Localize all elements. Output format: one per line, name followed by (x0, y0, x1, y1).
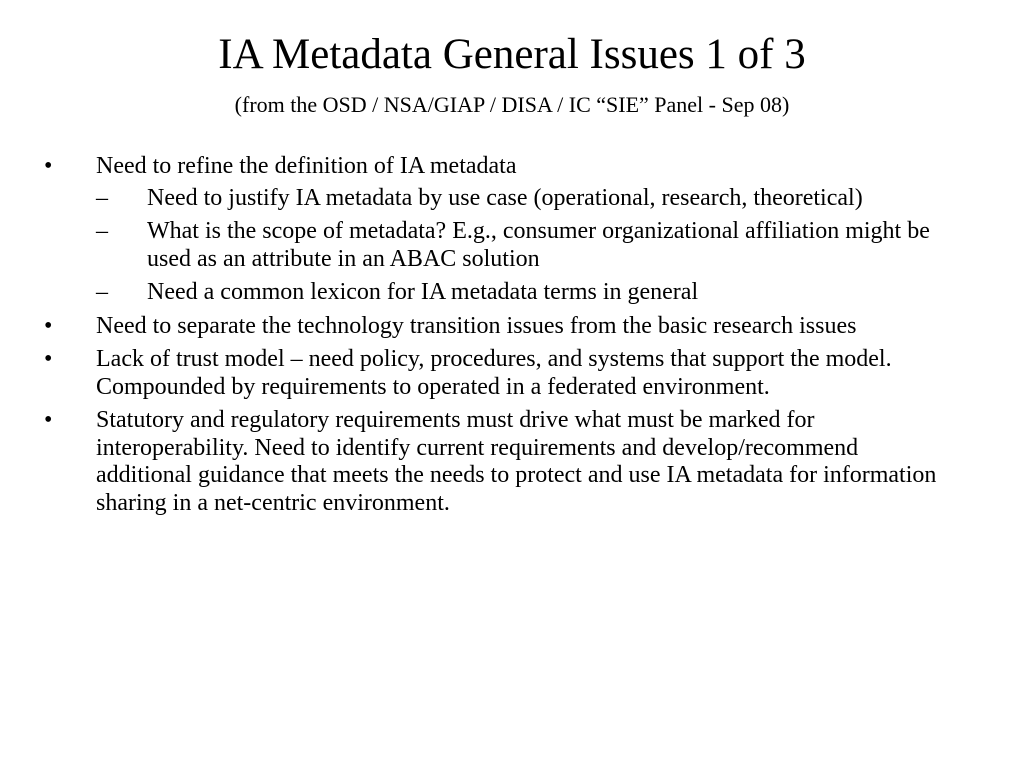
sub-bullet-item (96, 279, 940, 307)
sub-bullet-marker: – (96, 279, 108, 305)
bullet-item (40, 313, 940, 341)
slide-subtitle: (from the OSD / NSA/GIAP / DISA / IC “SIE” Panel - Sep 08) (234, 92, 790, 117)
bullet-text: Need to separate the technology transition issues from the basic research issues (96, 312, 857, 339)
bullet-marker: • (44, 346, 53, 372)
bullet-marker: • (44, 153, 53, 179)
sub-bullet-text: What is the scope of metadata? E.g., consumer organizational affiliation might be used as an attribute in an ABAC solution (147, 218, 930, 272)
bullet-marker: • (44, 312, 53, 339)
bullet-item (40, 407, 940, 517)
slide-title: IA Metadata General Issues 1 of 3 (218, 31, 806, 78)
bullet-item (40, 153, 940, 307)
sub-bullet-text: Need a common lexicon for IA metadata terms in general (147, 279, 699, 305)
bullet-list (40, 153, 940, 523)
sub-bullet-text: Need to justify IA metadata by use case (operational, research, theoretical) (147, 184, 863, 211)
sub-bullet-marker: – (96, 218, 108, 244)
sub-bullet-marker: – (96, 184, 108, 211)
sub-bullet-item (96, 218, 940, 273)
sub-bullet-list (96, 185, 940, 307)
bullet-text: Statutory and regulatory requirements must drive what must be marked for interoperability. Need to identify current requirements and develop/recommend additional guidance that meets the needs to protect and use IA metadata for information sharing in a net-centric environment. (96, 407, 937, 516)
sub-bullet-item (96, 185, 940, 213)
bullet-text: Need to refine the definition of IA metadata (96, 153, 517, 179)
bullet-item (40, 346, 940, 401)
bullet-marker: • (44, 407, 53, 433)
bullet-text: Lack of trust model – need policy, procedures, and systems that support the model. Compounded by requirements to operated in a federated environment. (96, 346, 892, 400)
